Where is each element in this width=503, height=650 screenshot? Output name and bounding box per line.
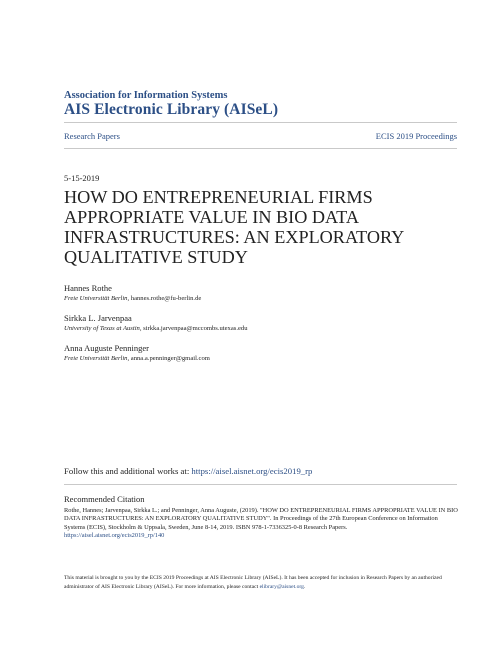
- nav-research-papers-link[interactable]: Research Papers: [64, 131, 120, 141]
- author-name: Anna Auguste Penninger: [64, 343, 149, 353]
- author-email: , hannes.rothe@fu-berlin.de: [127, 295, 202, 302]
- citation-link[interactable]: https://aisel.aisnet.org/ecis2019_rp/140: [64, 532, 165, 540]
- publication-date: 5-15-2019: [64, 173, 100, 183]
- author-email: , anna.a.penninger@gmail.com: [127, 355, 210, 362]
- follow-text: Follow this and additional works at:: [64, 466, 192, 476]
- citation-divider: [64, 484, 457, 485]
- author-affiliation: [64, 295, 201, 302]
- affiliation-institution: Freie Universität Berlin: [64, 355, 128, 362]
- paper-title: HOW DO ENTREPRENEURIAL FIRMS APPROPRIATE VALUE IN BIO DATA INFRASTRUCTURES: AN EXPLORATORY QUALITATIVE STUDY: [64, 187, 404, 267]
- author-affiliation: [64, 355, 210, 362]
- author-name: Sirkka L. Jarvenpaa: [64, 313, 132, 323]
- follow-link[interactable]: https://aisel.aisnet.org/ecis2019_rp: [191, 466, 313, 476]
- org-name[interactable]: Association for Information Systems: [64, 90, 228, 101]
- footnote-end: .: [303, 584, 306, 590]
- footnote: [64, 574, 464, 592]
- author-name: Hannes Rothe: [64, 283, 112, 293]
- library-name[interactable]: AIS Electronic Library (AISeL): [64, 101, 279, 118]
- nav-divider: [64, 148, 457, 149]
- follow-line: [64, 466, 312, 476]
- author-affiliation: [64, 325, 248, 332]
- citation-heading: Recommended Citation: [64, 494, 145, 504]
- affiliation-institution: University of Texas at Austin: [64, 325, 140, 332]
- author-email: , sirkka.jarvenpaa@mccombs.utexas.edu: [139, 325, 248, 332]
- nav-proceedings-link[interactable]: ECIS 2019 Proceedings: [375, 131, 457, 141]
- citation-block: [64, 507, 458, 541]
- header-divider: [64, 122, 457, 123]
- affiliation-institution: Freie Universität Berlin: [64, 295, 128, 302]
- footnote-text: This material is brought to you by the ECIS 2019 Proceedings at AIS Electronic Library (AISeL). It has been accepted for inclusion in Research Papers by an authorized administrator of AIS Electronic Library (AISeL). For more information, please contact: [64, 575, 442, 590]
- contact-email-link[interactable]: elibrary@aisnet.org: [259, 584, 304, 590]
- citation-text: Rothe, Hannes; Jarvenpaa, Sirkka L.; and Penninger, Anna Auguste, (2019). "HOW DO ENTREPRENEURIAL FIRMS APPROPRIATE VALUE IN BIO DATA INFRASTRUCTURES: AN EXPLORATORY QUALITATIVE STUDY". In Proceedings of the 27th European Conference on Information Systems (ECIS), Stockholm & Uppsala, Sweden, June 8-14, 2019. ISBN 978-1-7336325-0-8 Research Papers.: [64, 507, 458, 531]
